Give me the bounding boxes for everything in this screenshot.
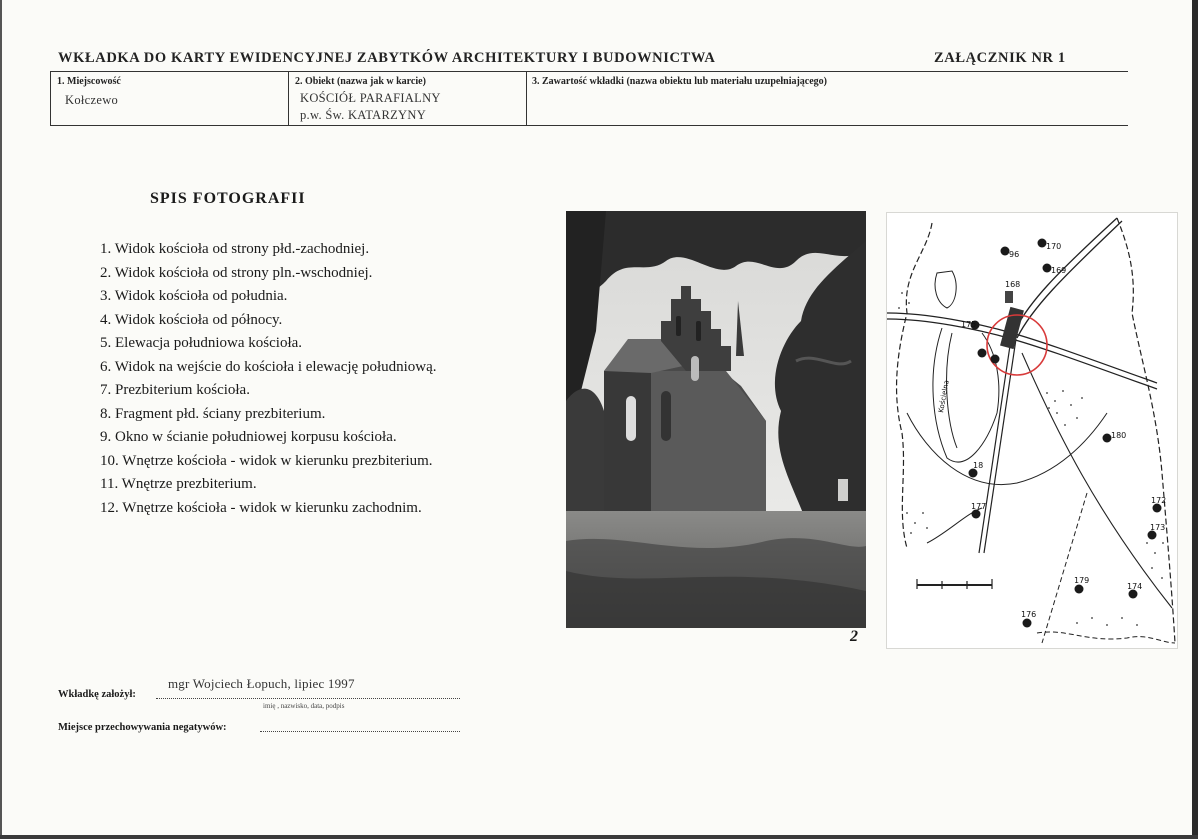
location-value: Kołczewo [65,93,119,107]
map-label: 180 [1111,431,1127,440]
photo-list-title: SPIS FOTOGRAFII [150,190,306,207]
list-item: 4. Widok kościoła od północy. [100,311,283,328]
map-label: 172 [1151,496,1167,505]
scan-edge-bottom [0,835,1198,839]
location-map-drawing [887,213,1177,648]
map-label: 170 [1046,242,1062,251]
contents-label: 3. Zawartość wkładki (nazwa obiektu lub materiału uzupełniającego) [532,76,828,87]
list-item: 5. Elewacja południowa kościoła. [100,335,303,351]
negatives-dotted-line [260,731,460,732]
object-value-line2: p.w. Św. KATARZYNY [300,108,427,122]
object-label: 2. Obiekt (nazwa jak w karcie) [295,76,426,87]
table-bottom-rule [50,125,1128,126]
list-item: 7. Prezbiterium kościoła. [100,382,250,398]
map-label: 168 [1005,280,1021,289]
list-item: 9. Okno w ścianie południowej korpusu kościoła. [100,429,397,445]
founded-by-caption: imię , nazwisko, data, podpis [263,702,345,710]
location-map [886,212,1178,649]
negatives-location-label: Miejsce przechowywania negatywów: [58,722,227,733]
map-label: 177 [971,502,987,511]
annex-label: ZAŁĄCZNIK NR 1 [934,50,1066,66]
scan-edge-right [1192,0,1198,839]
founded-by-label: Wkładkę założył: [58,689,136,700]
list-item: 1. Widok kościoła od strony płd.-zachodniej. [100,241,370,257]
author-signature-text: mgr Wojciech Łopuch, lipiec 1997 [168,676,355,691]
table-divider-2 [526,71,527,126]
map-label: 18 [973,461,984,470]
list-item: 12. Wnętrze kościoła - widok w kierunku zachodnim. [100,499,422,516]
location-label: 1. Miejscowość [57,76,121,87]
map-label: 96 [1009,250,1020,259]
table-left-rule [50,71,51,126]
object-value-line1: KOŚCIÓŁ PARAFIALNY [300,91,441,105]
list-item: 10. Wnętrze kościoła - widok w kierunku prezbiterium. [100,452,433,469]
map-label: 169 [1051,266,1067,275]
founded-by-dotted-line [156,698,460,699]
church-photo [566,211,866,628]
list-item: 11. Wnętrze prezbiterium. [100,476,257,492]
table-top-rule [50,71,1128,72]
photo-list [100,238,437,520]
list-item: 2. Widok kościoła od strony pln.-wschodniej. [100,264,373,281]
list-item: 8. Fragment płd. ściany prezbiterium. [100,405,326,422]
photo-number: 2 [850,628,858,645]
document-title: WKŁADKA DO KARTY EWIDENCYJNEJ ZABYTKÓW ARCHITEKTURY I BUDOWNICTWA [58,50,716,66]
church-photo-illustration [566,211,866,628]
list-item: 6. Widok na wejście do kościoła i elewację południową. [100,358,437,375]
map-road-label: Kościelna [937,379,951,414]
map-label: 173 [1150,523,1166,532]
map-label: 176 [1021,610,1037,619]
table-divider-1 [288,71,289,126]
map-label: 174 [1127,582,1143,591]
scan-edge-left [0,0,2,839]
list-item: 3. Widok kościoła od południa. [100,288,288,304]
map-label: 179 [1074,576,1090,585]
map-label: 175 [961,320,977,329]
